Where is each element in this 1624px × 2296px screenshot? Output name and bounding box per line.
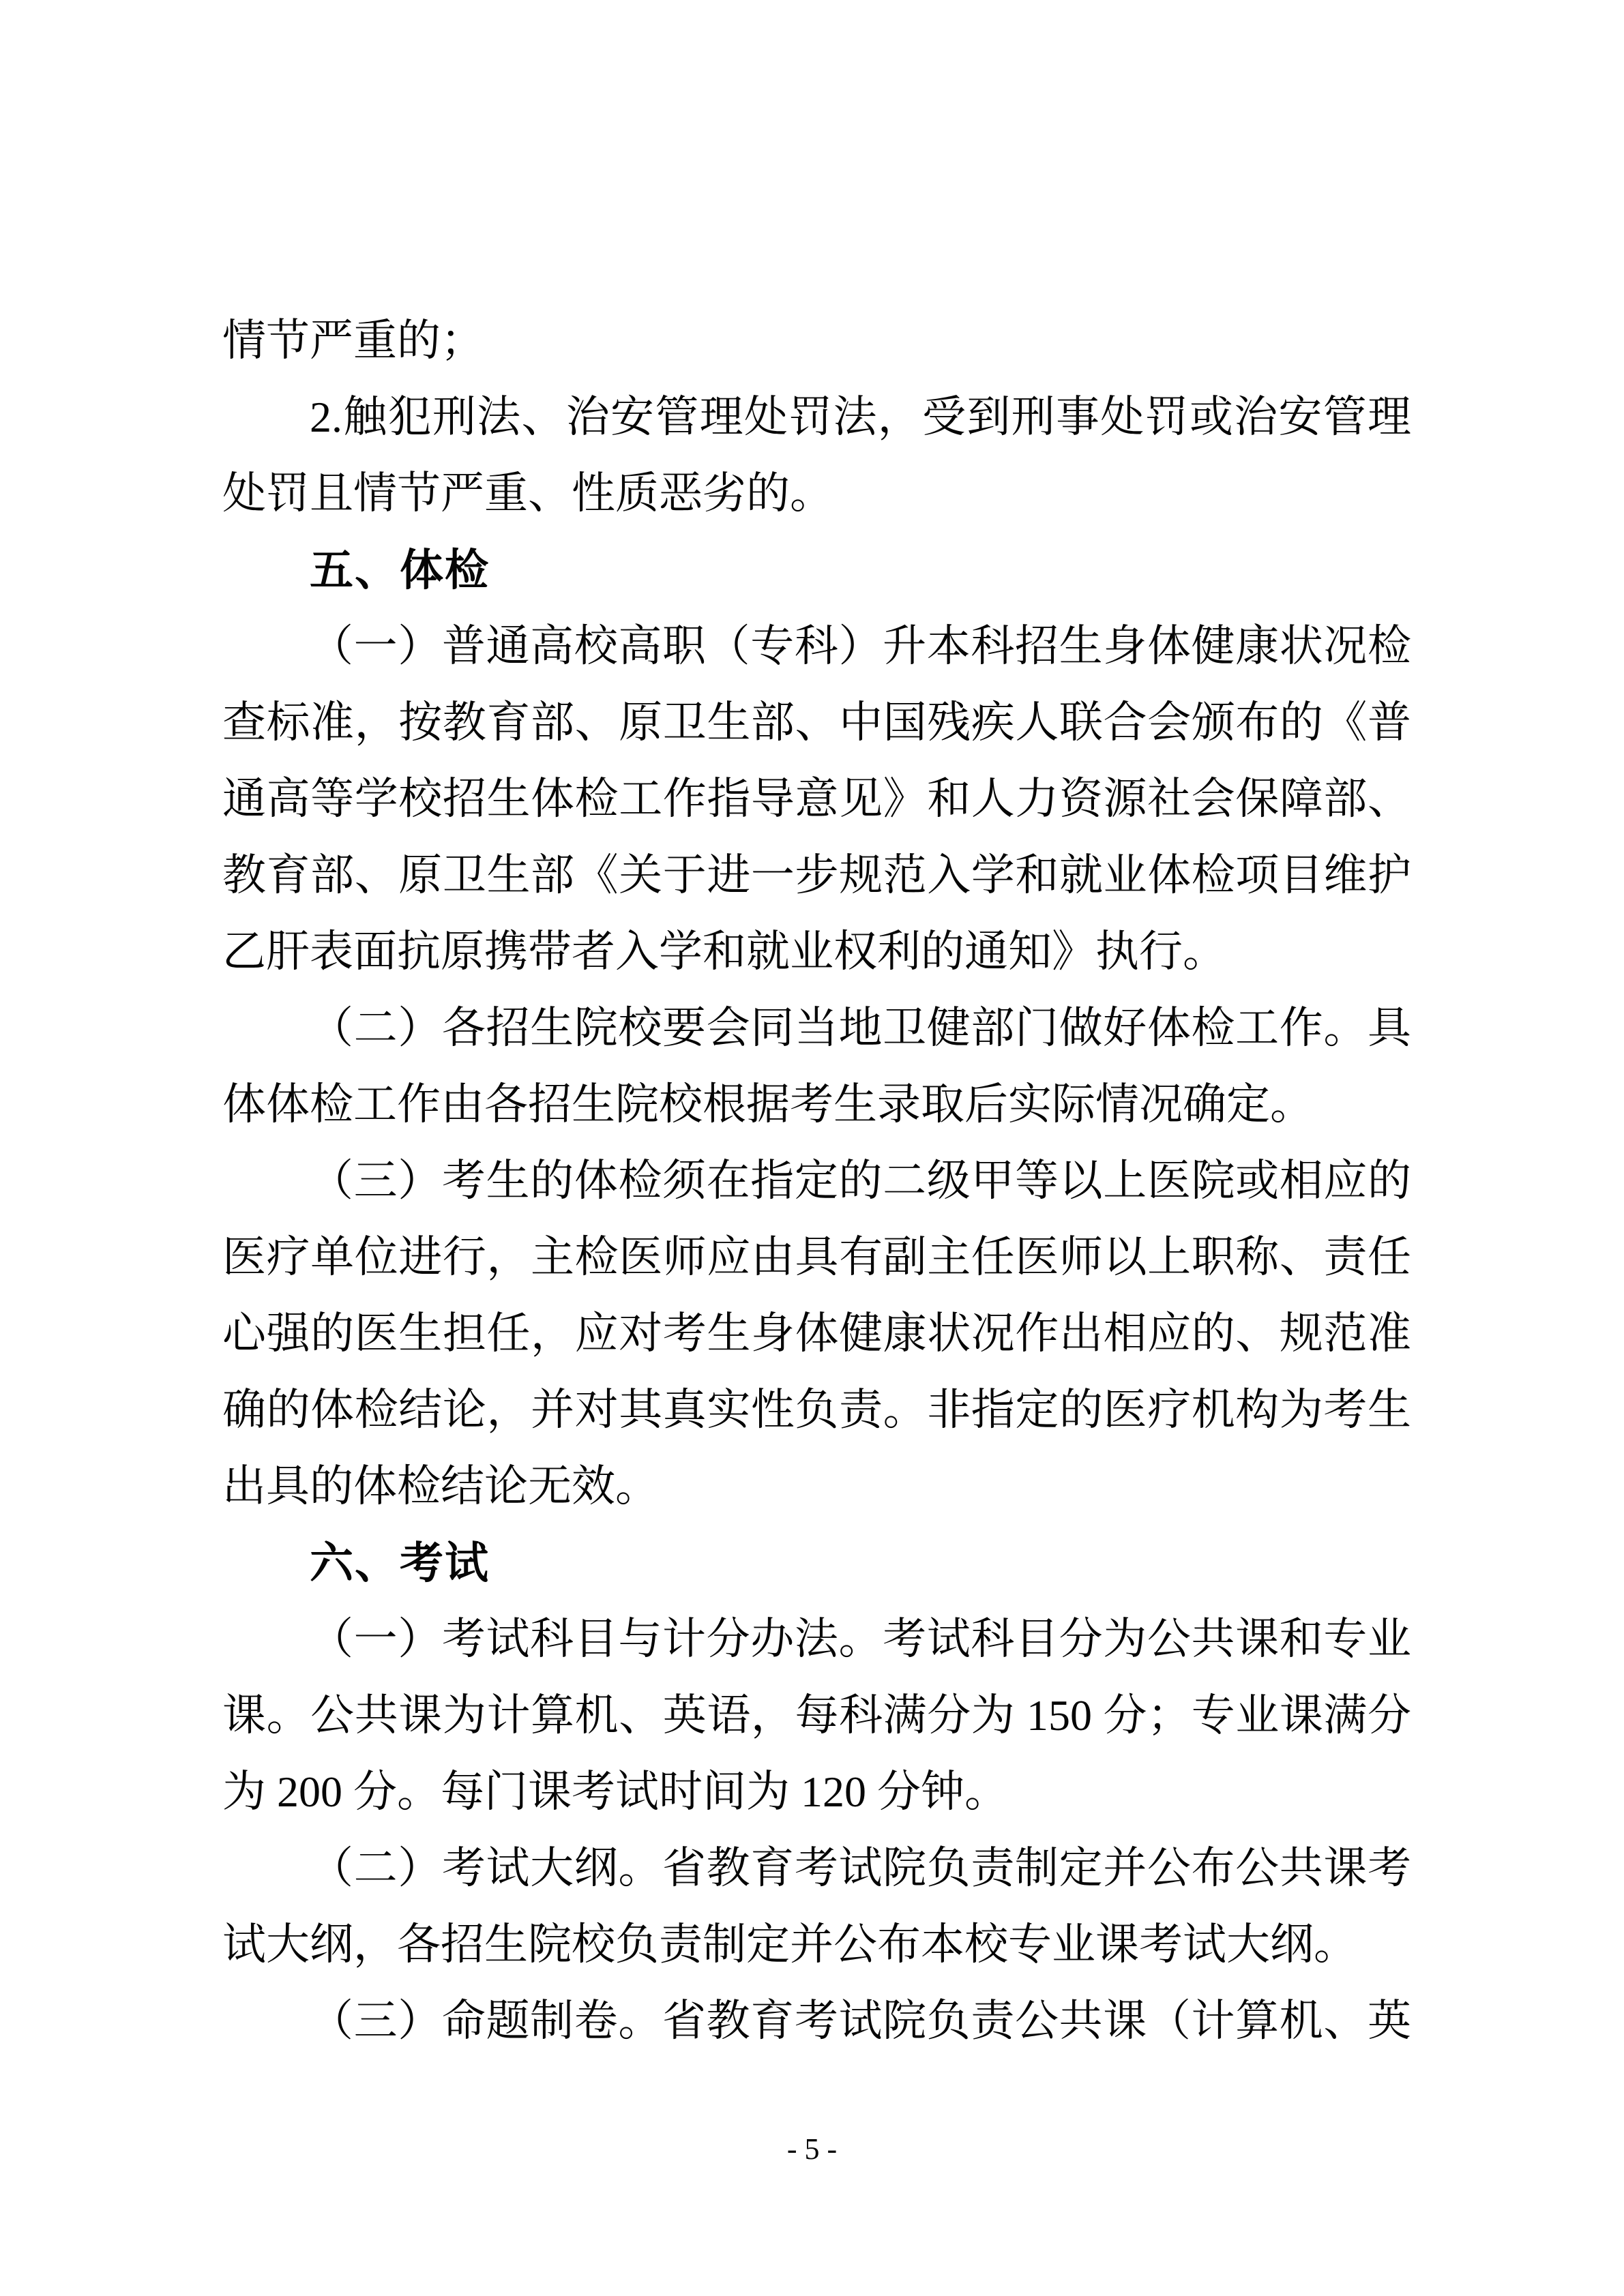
doc-line: （二）各招生院校要会同当地卫健部门做好体检工作。具 xyxy=(310,1004,1411,1052)
doc-line: （三）考生的体检须在指定的二级甲等以上医院或相应的 xyxy=(310,1157,1411,1205)
doc-line: 情节严重的； xyxy=(222,316,484,365)
doc-line: 处罚且情节严重、性质恶劣的。 xyxy=(222,469,833,518)
doc-line: 课。公共课为计算机、英语，每科满分为 150 分；专业课满分 xyxy=(222,1691,1411,1740)
doc-line: 教育部、原卫生部《关于进一步规范入学和就业体检项目维护 xyxy=(222,851,1411,899)
doc-line: 试大纲，各招生院校负责制定并公布本校专业课考试大纲。 xyxy=(222,1920,1357,1969)
doc-line: 查标准，按教育部、原卫生部、中国残疾人联合会颁布的《普 xyxy=(222,698,1411,747)
section-heading: 五、体检 xyxy=(310,546,490,595)
doc-line: 乙肝表面抗原携带者入学和就业权利的通知》执行。 xyxy=(222,927,1226,976)
doc-line: 体体检工作由各招生院校根据考生录取后实际情况确定。 xyxy=(222,1080,1314,1129)
doc-line: （三）命题制卷。省教育考试院负责公共课（计算机、英 xyxy=(310,1997,1411,2045)
document-body xyxy=(222,303,1411,2059)
doc-line: （一）考试科目与计分办法。考试科目分为公共课和专业 xyxy=(310,1615,1411,1663)
doc-line: （一）普通高校高职（专科）升本科招生身体健康状况检 xyxy=(310,622,1411,670)
doc-line: 为 200 分。每门课考试时间为 120 分钟。 xyxy=(222,1768,1008,1816)
doc-line: 心强的医生担任，应对考生身体健康状况作出相应的、规范准 xyxy=(222,1309,1411,1358)
doc-line: （二）考试大纲。省教育考试院负责制定并公布公共课考 xyxy=(310,1844,1411,1892)
page-number: - 5 - xyxy=(786,2132,838,2166)
doc-line: 2.触犯刑法、治安管理处罚法，受到刑事处罚或治安管理 xyxy=(310,393,1411,441)
doc-line: 通高等学校招生体检工作指导意见》和人力资源社会保障部、 xyxy=(222,775,1411,823)
doc-line: 医疗单位进行，主检医师应由具有副主任医师以上职称、责任 xyxy=(222,1233,1411,1281)
doc-line: 出具的体检结论无效。 xyxy=(222,1462,659,1510)
section-heading: 六、考试 xyxy=(310,1538,490,1587)
doc-line: 确的体检结论，并对其真实性负责。非指定的医疗机构为考生 xyxy=(222,1386,1411,1434)
